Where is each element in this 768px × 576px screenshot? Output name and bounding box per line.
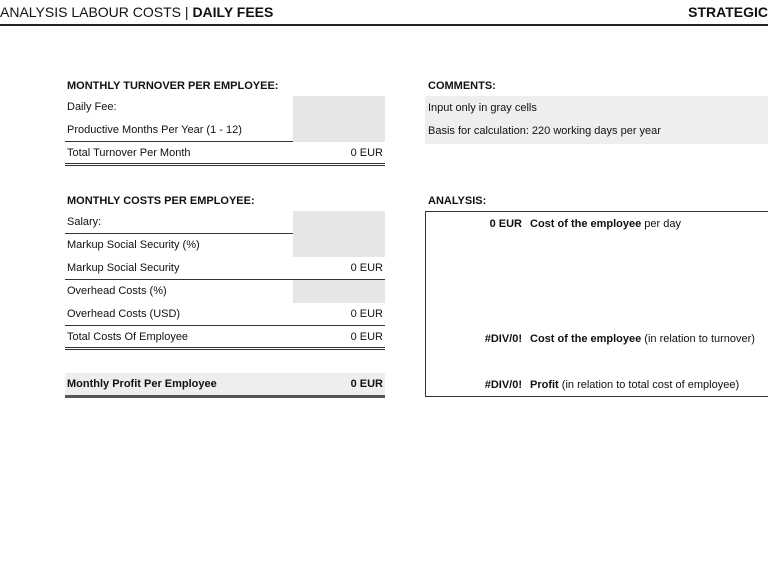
total-costs-value: 0 EUR: [350, 331, 383, 343]
salary-cell[interactable]: [293, 211, 385, 234]
daily-fee-row: [65, 96, 385, 119]
social-pct-cell[interactable]: [293, 234, 385, 257]
social-pct-row: [65, 234, 385, 257]
profit-value: 0 EUR: [350, 378, 383, 390]
analysis-profit-bold: Profit: [530, 379, 559, 391]
comments-title: COMMENTS:: [428, 80, 496, 92]
salary-row: [65, 211, 385, 234]
analysis-cost-turnover-value: #DIV/0!: [484, 333, 522, 345]
analysis-profit-rest: (in relation to total cost of employee): [558, 379, 740, 391]
analysis-cost-per-day-bold: Cost of the employee: [530, 218, 642, 230]
title-main: ANALYSIS LABOUR COSTS |: [0, 4, 193, 20]
profit-row: [65, 373, 385, 398]
productive-months-row: [65, 119, 385, 142]
total-costs-row: [65, 326, 385, 350]
total-costs-label: Total Costs Of Employee: [67, 331, 189, 343]
total-turnover-label: Total Turnover Per Month: [67, 147, 191, 159]
overhead-usd-label: Overhead Costs (USD): [67, 308, 181, 320]
social-pct-input[interactable]: [293, 234, 385, 257]
page-title: [0, 4, 273, 20]
sheet-header: [0, 0, 768, 26]
overhead-usd-value: 0 EUR: [350, 308, 383, 320]
comments-box: [425, 96, 768, 144]
total-turnover-value: 0 EUR: [350, 147, 383, 159]
daily-fee-label: Daily Fee:: [67, 101, 117, 113]
productive-months-input[interactable]: [293, 119, 385, 142]
brand-label: STRATEGIC: [688, 4, 768, 20]
overhead-pct-cell[interactable]: [293, 280, 385, 303]
analysis-profit-value: #DIV/0!: [484, 379, 522, 391]
analysis-cost-per-day-rest: per day: [641, 218, 681, 230]
title-sub: DAILY FEES: [192, 4, 274, 20]
profit-label: Monthly Profit Per Employee: [67, 378, 217, 390]
productive-months-label: Productive Months Per Year (1 - 12): [67, 124, 242, 136]
salary-label: Salary:: [67, 216, 102, 228]
overhead-pct-input[interactable]: [293, 280, 385, 303]
analysis-cost-turnover-rest: (in relation to turnover): [641, 333, 755, 345]
social-row: [65, 257, 385, 280]
salary-input[interactable]: [293, 211, 385, 234]
productive-months-cell[interactable]: [293, 119, 385, 142]
comment-line-1: Input only in gray cells: [428, 102, 537, 114]
analysis-cost-turnover-text: [530, 333, 755, 345]
daily-fee-cell[interactable]: [293, 96, 385, 120]
costs-section-title: MONTHLY COSTS PER EMPLOYEE:: [67, 195, 255, 207]
analysis-cost-turnover-bold: Cost of the employee: [530, 333, 642, 345]
social-label: Markup Social Security: [67, 262, 180, 274]
analysis-cost-per-day-value: 0 EUR: [489, 218, 522, 230]
total-turnover-row: [65, 142, 385, 166]
turnover-section-title: MONTHLY TURNOVER PER EMPLOYEE:: [67, 80, 279, 92]
social-value: 0 EUR: [350, 262, 383, 274]
analysis-box: [425, 211, 768, 397]
overhead-usd-row: [65, 303, 385, 326]
analysis-title: ANALYSIS:: [428, 195, 487, 207]
daily-fee-input[interactable]: [293, 96, 385, 119]
social-pct-label: Markup Social Security (%): [67, 239, 200, 251]
overhead-pct-row: [65, 280, 385, 303]
analysis-cost-per-day-text: [530, 218, 681, 230]
overhead-pct-label: Overhead Costs (%): [67, 285, 167, 297]
comment-line-2: Basis for calculation: 220 working days per year: [428, 125, 661, 137]
analysis-profit-text: [530, 379, 739, 391]
